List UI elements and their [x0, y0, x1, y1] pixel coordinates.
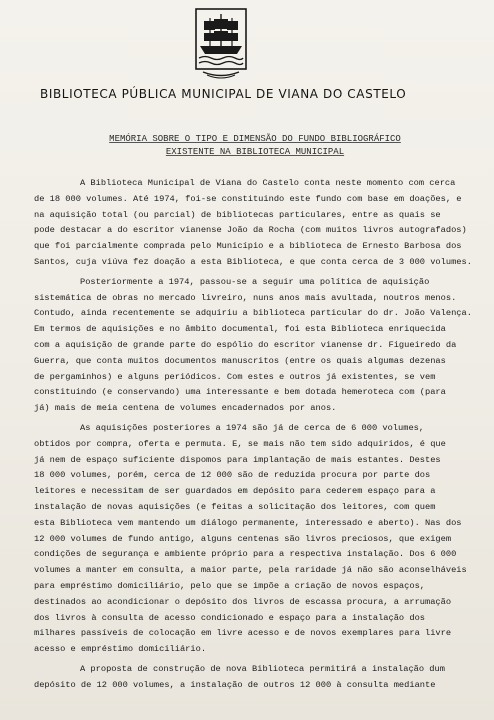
text-line: que foi parcialmente comprada pelo Município e a biblioteca de Ernesto Barbosa dos: [34, 241, 462, 252]
text-line: pode destacar a do escritor vianense João da Rocha (com muitos livros autografados): [34, 225, 467, 236]
title-line-1: MEMÓRIA SOBRE O TIPO E DIMENSÃO DO FUNDO BIBLIOGRÁFICO: [109, 134, 401, 144]
text-line: na aquisição total (ou parcial) de bibliotecas particulares, entre as quais se: [34, 209, 441, 220]
crest-ship-emblem: [193, 6, 249, 80]
text-line: obtidos por compra, oferta e permuta. E, se mais não tem sido adquiridos, é que: [34, 438, 446, 449]
text-line: já nem de espaço suficiente dispomos para implantação de mais estantes. Destes: [34, 454, 441, 465]
text-line: instalação de novas aquisições (e feitas a solicitação dos leitores, com quem: [34, 501, 436, 512]
text-line: 18 000 volumes, porém, cerca de 12 000 são de reduzida procura por parte dos: [34, 470, 431, 481]
text-line: A Biblioteca Municipal de Viana do Castelo conta neste momento com cerca: [80, 178, 456, 188]
text-line: condições de segurança e ambiente próprio para a respectiva instalação. Dos 6 000: [34, 549, 457, 560]
text-line: Guerra, que conta muitos documentos manuscritos (entre os quais algumas dezenas: [34, 355, 446, 366]
document-title: [40, 133, 470, 159]
text-line: Contudo, ainda recentemente se adquiriu a biblioteca particular do dr. João Valença.: [34, 308, 472, 319]
text-line: acesso e empréstimo domiciliário.: [34, 644, 207, 655]
title-line-2: EXISTENTE NA BIBLIOTECA MUNICIPAL: [165, 147, 345, 157]
text-line: de 18 000 volumes. Até 1974, foi-se constituindo este fundo com base em doações, e: [34, 193, 462, 204]
text-line: 12 000 volumes de fundo antigo, alguns centenas são livros preciosos, que exigem: [34, 533, 452, 544]
text-line: A proposta de construção de nova Biblioteca permitirá a instalação dum: [80, 663, 445, 674]
text-line: constituindo (e conservando) uma interessante e bem dotada hemeroteca com (para: [34, 387, 446, 398]
text-line: volumes a manter em consulta, a maior parte, pela raridade já não são aconselháveis: [34, 565, 467, 576]
text-line: leitores e necessitam de ser guardados em depósito para cederem espaço para a: [34, 486, 436, 497]
library-header: BIBLIOTECA PÚBLICA MUNICIPAL DE VIANA DO CASTELO: [40, 87, 407, 101]
text-line: Posteriormente a 1974, passou-se a seguir uma política de aquisição: [80, 276, 430, 287]
text-line: esta Biblioteca vem mantendo um diálogo permanente, interessado e aberto). Nas dos: [34, 517, 462, 528]
text-line: As aquisições posteriores a 1974 são já de cerca de 6 000 volumes,: [80, 422, 425, 433]
text-line: de pergaminhos) e alguns periódicos. Com estes e outros já existentes, se vem: [34, 371, 436, 382]
text-line: dos livros à consulta de acesso condicionado e espaço para a instalação dos: [34, 612, 426, 623]
text-line: Em termos de aquisições e no âmbito documental, foi esta Biblioteca enriquecida: [34, 324, 446, 335]
document-body: [34, 176, 474, 694]
text-line: sistemática de obras no mercado livreiro, nuns anos mais avultada, noutros menos.: [34, 292, 457, 303]
text-line: para empréstimo domiciliário, pelo que se impõe a criação de novos espaços,: [34, 580, 426, 591]
text-line: milhares passíveis de colocação em livre acesso e de novos exemplares para livre: [34, 628, 452, 639]
text-line: destinados ao acondicionar o depósito dos livros de escassa procura, a arrumação: [34, 596, 452, 607]
text-line: Santos, cuja viúva fez doação a esta Biblioteca, e que conta cerca de 3 000 volumes.: [34, 256, 472, 267]
text-line: com a aquisição de grande parte do espólio do escritor vianense dr. Figueiredo da: [34, 339, 457, 350]
text-line: depósito de 12 000 volumes, a instalação de outros 12 000 à consulta mediante: [34, 679, 436, 690]
text-line: já) mais de meia centena de volumes encadernados por anos.: [34, 403, 337, 414]
